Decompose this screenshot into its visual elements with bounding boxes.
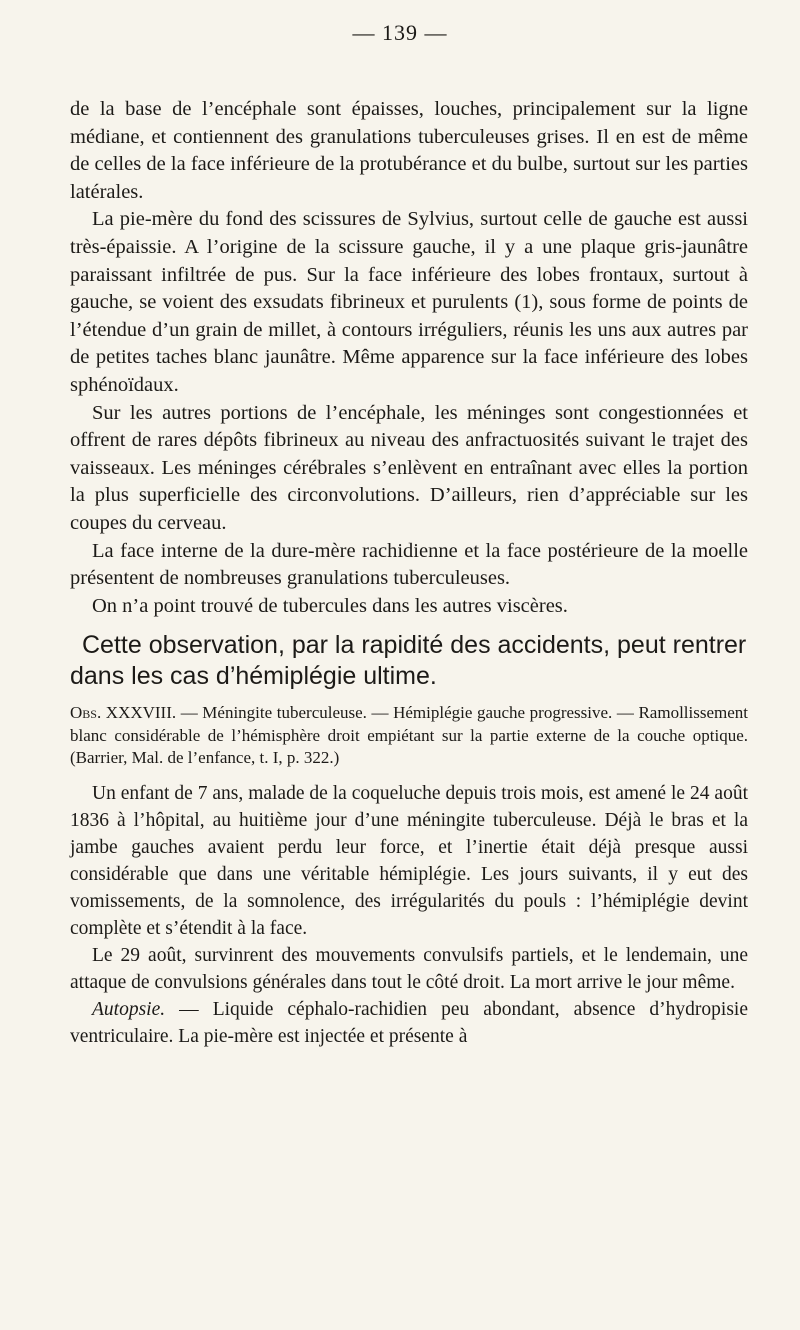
- autopsy-paragraph: [70, 996, 748, 1050]
- autopsy-label: Autopsie.: [92, 998, 166, 1020]
- page-number: — 139 —: [352, 20, 448, 45]
- paragraph: La pie-mère du fond des scissures de Sylvius, surtout celle de gauche est aussi très-épaissie. A l’origine de la scissure gauche, il y a une plaque gris-jaunâtre paraissant infiltrée de pus. Sur la face inférieure des lobes frontaux, surtout à gauche, se voient des exsudats fibrineux et purulents (1), sous forme de points de l’étendue d’un grain de millet, à contours irréguliers, réunis les uns aux autres par de petites taches blanc jaunâtre. Même apparence sur la face inférieure des lobes sphénoïdaux.: [70, 208, 748, 396]
- conclusion-statement: Cette observation, par la rapidité des accidents, peut rentrer dans les cas d’hémiplégie ultime.: [70, 631, 747, 691]
- observation-title: — Méningite tuberculeuse. — Hémiplégie gauche progressive. — Ramollissement blanc considérable de l’hémisphère droit empiétant sur la partie externe de la couche optique. (Barrier, Mal. de l’enfance, t. I, p. 322.): [70, 703, 749, 768]
- observation-paragraph: Le 29 août, survinrent des mouvements convulsifs partiels, et le lendemain, une attaque de convulsions générales dans tout le côté droit. La mort arrive le jour même.: [70, 944, 748, 993]
- body-text: [70, 96, 748, 1050]
- paragraph: La face interne de la dure-mère rachidienne et la face postérieure de la moelle présentent de nombreuses granulations tuberculeuses.: [70, 539, 748, 590]
- observation-label: Obs. XXXVIII.: [70, 703, 177, 723]
- paragraph: On n’a point trouvé de tubercules dans les autres viscères.: [92, 594, 568, 617]
- paragraph: de la base de l’encéphale sont épaisses, louches, principalement sur la ligne médiane, et contiennent des granulations tuberculeuses grises. Il en est de même de celles de la face inférieure de la protubérance et du bulbe, surtout sur les parties latérales.: [70, 98, 748, 203]
- observation-paragraph: Un enfant de 7 ans, malade de la coqueluche depuis trois mois, est amené le 24 août 1836 à l’hôpital, au huitième jour d’une méningite tuberculeuse. Déjà le bras et la jambe gauches avaient perdu leur force, et l’inertie était déjà presque aussi considérable que dans une véritable hémiplégie. Les jours suivants, il y eut des vomissements, de la somnolence, des irrégularités du pouls : l’hémiplégie devint complète et s’étendit à la face.: [70, 782, 748, 939]
- autopsy-text: — Liquide céphalo-rachidien peu abondant, absence d’hydropisie ventriculaire. La pie-mère est injectée et présente à: [70, 998, 748, 1047]
- observation-heading: [70, 702, 748, 770]
- paragraph: Sur les autres portions de l’encéphale, les méninges sont congestionnées et offrent de rares dépôts fibrineux au niveau des anfractuosités suivant le trajet des vaisseaux. Les méninges cérébrales s’enlèvent en entraînant avec elles la portion la plus superficielle des circonvolutions. D’ailleurs, rien d’appréciable sur les coupes du cerveau.: [70, 401, 748, 534]
